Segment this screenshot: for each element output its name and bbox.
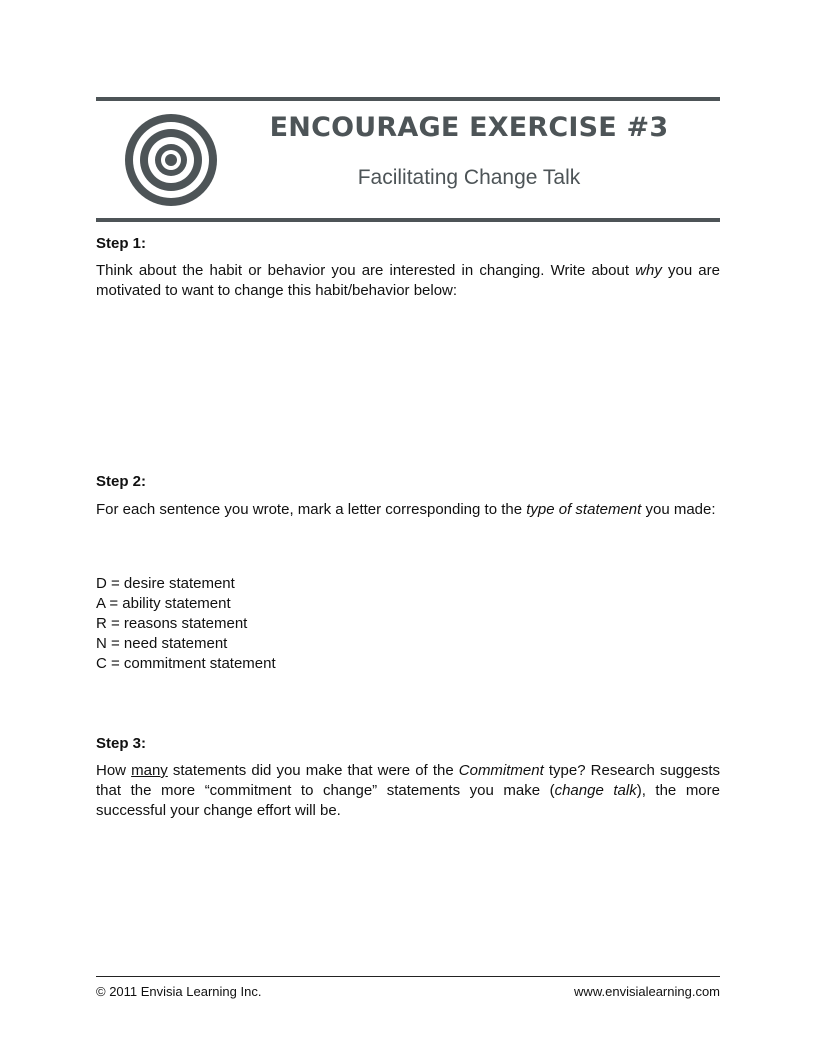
- statement-type-list: [96, 574, 276, 674]
- list-item: R = reasons statement: [96, 615, 248, 632]
- footer-website: www.envisialearning.com: [574, 984, 720, 999]
- footer-copyright: © 2011 Envisia Learning Inc.: [96, 984, 262, 999]
- step2-instructions: For each sentence you wrote, mark a letter corresponding to the type of statement you made:: [96, 501, 716, 518]
- step3-instructions: How many statements did you make that were of the Commitment type? Research suggests that the more “commitment to change” statements you make (change talk), the more successful your change effort will be.: [96, 762, 720, 819]
- step3-heading: Step 3:: [96, 735, 147, 752]
- list-item: A = ability statement: [96, 595, 231, 612]
- page-subtitle: Facilitating Change Talk: [357, 166, 581, 189]
- step1-heading: Step 1:: [96, 235, 147, 252]
- list-item: N = need statement: [96, 635, 228, 652]
- list-item: D = desire statement: [96, 575, 235, 592]
- list-item: C = commitment statement: [96, 655, 276, 672]
- page-title: ENCOURAGE EXERCISE #3: [269, 112, 669, 143]
- header-bottom-rule: [96, 218, 720, 222]
- target-icon: [125, 114, 217, 206]
- header-top-rule: [96, 97, 720, 101]
- step1-instructions: Think about the habit or behavior you are interested in changing. Write about why you are motivated to want to change this habit/behavior below:: [96, 262, 720, 299]
- step2-heading: Step 2:: [96, 473, 147, 490]
- footer-rule: [96, 976, 720, 977]
